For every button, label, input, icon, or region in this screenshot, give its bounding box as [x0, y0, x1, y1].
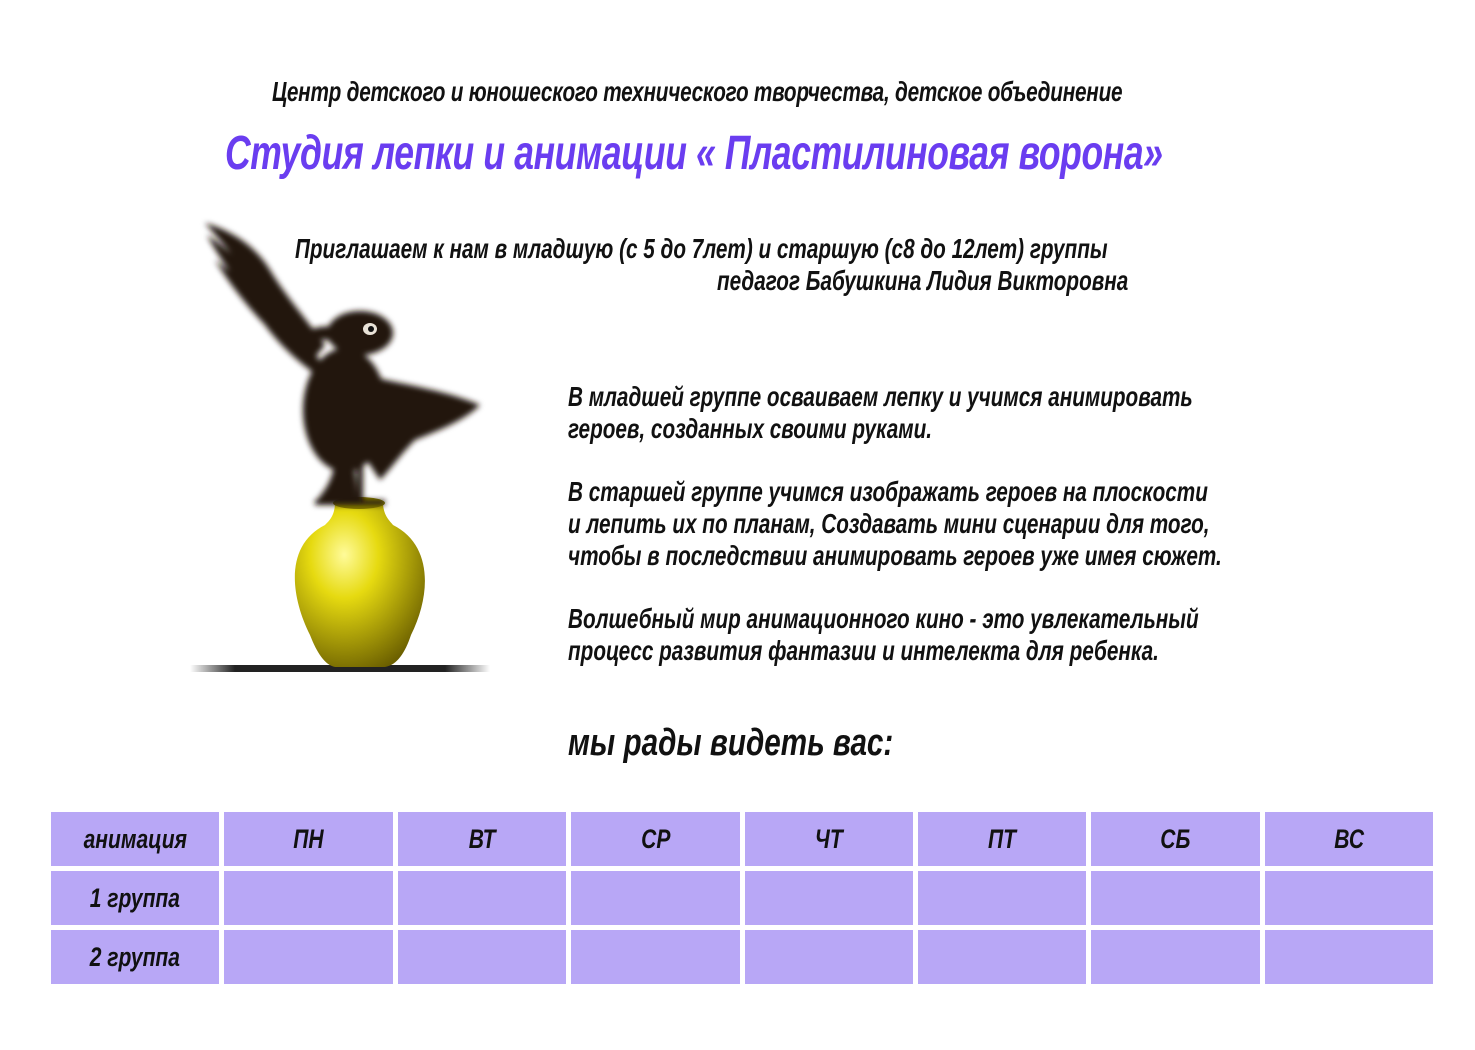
table-cell — [398, 871, 566, 925]
studio-title: Студия лепки и анимации « Пластилиновая ворона» — [225, 127, 1163, 180]
header-cell: ЧТ — [745, 812, 913, 866]
table-row — [51, 871, 1433, 925]
table-cell — [571, 871, 739, 925]
table-row — [51, 930, 1433, 984]
schedule-table — [46, 807, 1438, 989]
teacher-text: педагог Бабушкина Лидия Викторовна — [717, 265, 1129, 296]
table-cell — [571, 930, 739, 984]
paragraph-line: процесс развития фантазии и интелекта для ребенка. — [568, 635, 1159, 666]
table-cell: 1 группа — [51, 871, 219, 925]
paragraph-line: чтобы в последствии анимировать героев уже имея сюжет. — [568, 540, 1222, 571]
table-cell — [918, 930, 1086, 984]
header-cell: СР — [571, 812, 739, 866]
table-cell — [1265, 871, 1433, 925]
table-cell — [745, 930, 913, 984]
animation-world-paragraph — [568, 603, 1199, 667]
header-cell: анимация — [51, 812, 219, 866]
header-cell: ПТ — [918, 812, 1086, 866]
header-cell: СБ — [1091, 812, 1259, 866]
table-cell — [745, 871, 913, 925]
table-cell — [1265, 930, 1433, 984]
crow-figure — [205, 223, 480, 505]
paragraph-line: Волшебный мир анимационного кино - это увлекательный — [568, 603, 1199, 634]
paragraph-line: В младшей группе осваиваем лепку и учимся анимировать — [568, 381, 1193, 412]
paragraph-line: героев, созданных своими руками. — [568, 413, 932, 444]
crow-on-vase-illustration — [185, 215, 495, 680]
table-cell — [918, 871, 1086, 925]
table-cell — [224, 871, 392, 925]
vase-shape — [295, 502, 425, 667]
table-header-row — [51, 812, 1433, 866]
invitation-text: Приглашаем к нам в младшую (с 5 до 7лет) и старшую (с8 до 12лет) группы — [295, 233, 1108, 264]
welcome-heading: мы рады видеть вас: — [568, 722, 894, 764]
senior-group-paragraph — [568, 476, 1222, 572]
header-cell: ВС — [1265, 812, 1433, 866]
table-cell — [1091, 871, 1259, 925]
table-cell — [224, 930, 392, 984]
organization-line: Центр детского и юношеского технического творчества, детское объединение — [272, 76, 1123, 107]
paragraph-line: и лепить их по планам, Создавать мини сценарии для того, — [568, 508, 1210, 539]
header-cell: ПН — [224, 812, 392, 866]
paragraph-line: В старшей группе учимся изображать героев на плоскости — [568, 476, 1208, 507]
header-cell: ВТ — [398, 812, 566, 866]
table-cell — [1091, 930, 1259, 984]
table-cell: 2 группа — [51, 930, 219, 984]
table-cell — [398, 930, 566, 984]
junior-group-paragraph — [568, 381, 1193, 445]
